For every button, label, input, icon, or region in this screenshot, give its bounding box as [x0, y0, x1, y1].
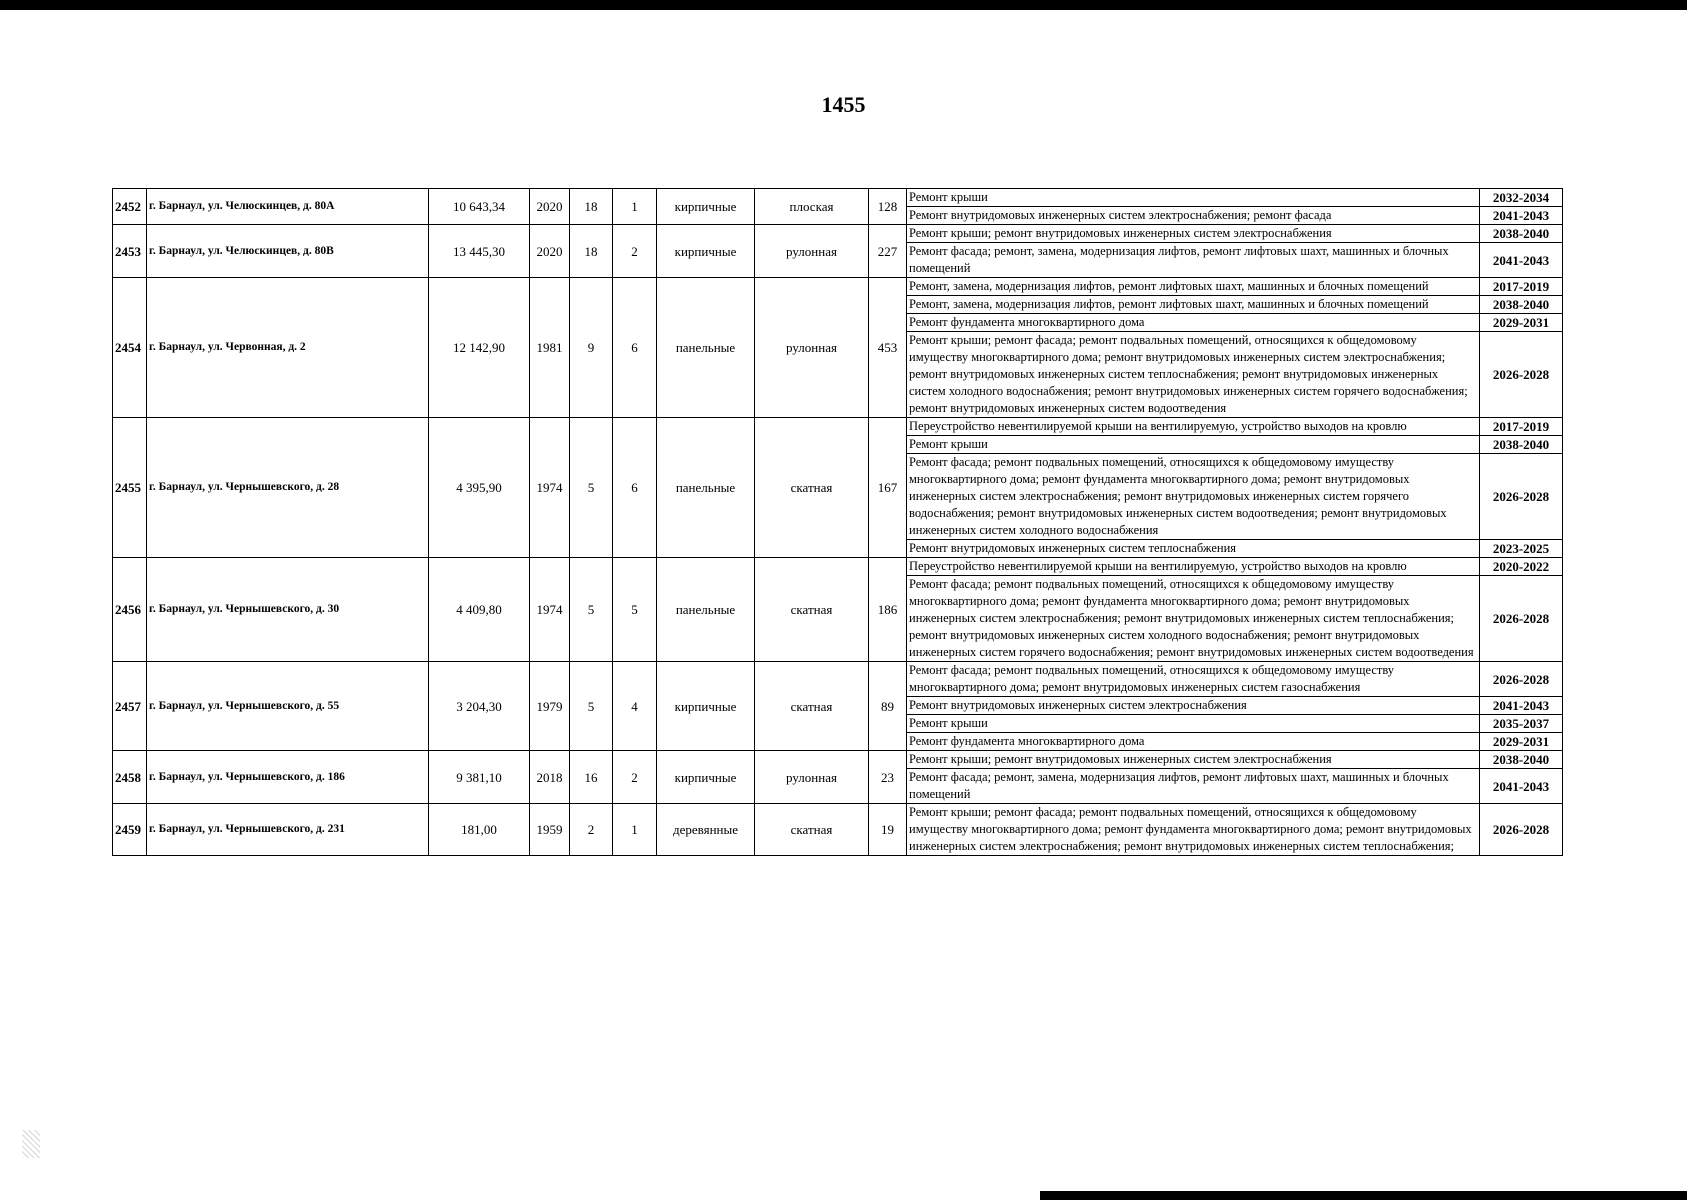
roof-type-cell: рулонная: [755, 225, 869, 278]
area-cell: 181,00: [429, 804, 530, 856]
roof-type-cell: скатная: [755, 662, 869, 751]
residents-cell: 227: [869, 225, 907, 278]
page-number: 1455: [821, 92, 866, 117]
housing-repair-table: [112, 188, 1563, 856]
entrances-cell: 1: [613, 804, 657, 856]
address-cell: г. Барнаул, ул. Чернышевского, д. 55: [147, 662, 429, 751]
work-period-cell: 2017-2019: [1480, 278, 1563, 296]
residents-cell: 23: [869, 751, 907, 804]
work-description-cell: Ремонт фасада; ремонт, замена, модернизация лифтов, ремонт лифтовых шахт, машинных и блочных помещений: [907, 243, 1480, 278]
work-description-cell: Ремонт фасада; ремонт подвальных помещений, относящихся к общедомовому имуществу многоквартирного дома; ремонт фундамента многоквартирного дома; ремонт внутридомовых инженерных систем электроснабжения; ремонт внутридомовых инженерных систем теплоснабжения; ремонт внутридомовых инженерных систем холодного водоснабжения; ремонт внутридомовых инженерных систем горячего водоснабжения; ремонт внутридомовых инженерных систем водоотведения: [907, 576, 1480, 662]
work-period-cell: 2026-2028: [1480, 454, 1563, 540]
year-cell: 1981: [530, 278, 570, 418]
work-description-cell: Ремонт крыши; ремонт фасада; ремонт подвальных помещений, относящихся к общедомовому имуществу многоквартирного дома; ремонт фундамента многоквартирного дома; ремонт внутридомовых инженерных систем электроснабжения; ремонт внутридомовых инженерных систем теплоснабжения;: [907, 804, 1480, 856]
work-period-cell: 2020-2022: [1480, 558, 1563, 576]
walls-material-cell: панельные: [657, 278, 755, 418]
row-number: 2459: [113, 804, 147, 856]
year-cell: 1974: [530, 558, 570, 662]
area-cell: 3 204,30: [429, 662, 530, 751]
entrances-cell: 2: [613, 751, 657, 804]
work-description-cell: Ремонт внутридомовых инженерных систем теплоснабжения: [907, 540, 1480, 558]
work-period-cell: 2041-2043: [1480, 769, 1563, 804]
work-description-cell: Переустройство невентилируемой крыши на вентилируемую, устройство выходов на кровлю: [907, 558, 1480, 576]
entrances-cell: 2: [613, 225, 657, 278]
entrances-cell: 5: [613, 558, 657, 662]
address-cell: г. Барнаул, ул. Челюскинцев, д. 80В: [147, 225, 429, 278]
entrances-cell: 6: [613, 278, 657, 418]
work-period-cell: 2029-2031: [1480, 733, 1563, 751]
floors-cell: 9: [570, 278, 613, 418]
roof-type-cell: скатная: [755, 558, 869, 662]
area-cell: 9 381,10: [429, 751, 530, 804]
year-cell: 1974: [530, 418, 570, 558]
row-number: 2453: [113, 225, 147, 278]
row-number: 2457: [113, 662, 147, 751]
row-number: 2452: [113, 189, 147, 225]
row-number: 2458: [113, 751, 147, 804]
address-cell: г. Барнаул, ул. Чернышевского, д. 30: [147, 558, 429, 662]
table-row: [113, 278, 1563, 296]
residents-cell: 128: [869, 189, 907, 225]
residents-cell: 453: [869, 278, 907, 418]
roof-type-cell: рулонная: [755, 751, 869, 804]
row-number: 2455: [113, 418, 147, 558]
address-cell: г. Барнаул, ул. Чернышевского, д. 28: [147, 418, 429, 558]
floors-cell: 5: [570, 558, 613, 662]
floors-cell: 5: [570, 418, 613, 558]
entrances-cell: 6: [613, 418, 657, 558]
work-period-cell: 2041-2043: [1480, 243, 1563, 278]
address-cell: г. Барнаул, ул. Чернышевского, д. 186: [147, 751, 429, 804]
work-description-cell: Ремонт крыши: [907, 715, 1480, 733]
walls-material-cell: кирпичные: [657, 662, 755, 751]
work-period-cell: 2038-2040: [1480, 296, 1563, 314]
work-period-cell: 2026-2028: [1480, 804, 1563, 856]
walls-material-cell: деревянные: [657, 804, 755, 856]
work-period-cell: 2038-2040: [1480, 225, 1563, 243]
year-cell: 2020: [530, 189, 570, 225]
scan-bottom-border: [1040, 1191, 1687, 1200]
work-description-cell: Ремонт внутридомовых инженерных систем электроснабжения; ремонт фасада: [907, 207, 1480, 225]
work-description-cell: Ремонт фасада; ремонт, замена, модернизация лифтов, ремонт лифтовых шахт, машинных и блочных помещений: [907, 769, 1480, 804]
residents-cell: 167: [869, 418, 907, 558]
work-period-cell: 2035-2037: [1480, 715, 1563, 733]
walls-material-cell: панельные: [657, 418, 755, 558]
work-description-cell: Ремонт, замена, модернизация лифтов, ремонт лифтовых шахт, машинных и блочных помещений: [907, 296, 1480, 314]
walls-material-cell: кирпичные: [657, 189, 755, 225]
work-description-cell: Переустройство невентилируемой крыши на вентилируемую, устройство выходов на кровлю: [907, 418, 1480, 436]
work-description-cell: Ремонт фундамента многоквартирного дома: [907, 733, 1480, 751]
row-number: 2454: [113, 278, 147, 418]
work-period-cell: 2038-2040: [1480, 751, 1563, 769]
work-period-cell: 2026-2028: [1480, 332, 1563, 418]
roof-type-cell: плоская: [755, 189, 869, 225]
work-period-cell: 2032-2034: [1480, 189, 1563, 207]
scan-artifact: [22, 1130, 40, 1158]
scan-top-border: [0, 0, 1687, 10]
work-description-cell: Ремонт крыши: [907, 189, 1480, 207]
address-cell: г. Барнаул, ул. Чернышевского, д. 231: [147, 804, 429, 856]
year-cell: 1979: [530, 662, 570, 751]
work-description-cell: Ремонт крыши; ремонт фасада; ремонт подвальных помещений, относящихся к общедомовому имуществу многоквартирного дома; ремонт внутридомовых инженерных систем электроснабжения; ремонт внутридомовых инженерных систем теплоснабжения; ремонт внутридомовых инженерных систем холодного водоснабжения; ремонт внутридомовых инженерных систем горячего водоснабжения; ремонт внутридомовых инженерных систем водоотведения: [907, 332, 1480, 418]
floors-cell: 2: [570, 804, 613, 856]
work-period-cell: 2038-2040: [1480, 436, 1563, 454]
work-description-cell: Ремонт крыши; ремонт внутридомовых инженерных систем электроснабжения: [907, 751, 1480, 769]
row-number: 2456: [113, 558, 147, 662]
table-row: [113, 751, 1563, 769]
work-description-cell: Ремонт, замена, модернизация лифтов, ремонт лифтовых шахт, машинных и блочных помещений: [907, 278, 1480, 296]
floors-cell: 18: [570, 225, 613, 278]
area-cell: 12 142,90: [429, 278, 530, 418]
year-cell: 2018: [530, 751, 570, 804]
table-row: [113, 662, 1563, 697]
work-period-cell: 2026-2028: [1480, 662, 1563, 697]
address-cell: г. Барнаул, ул. Червонная, д. 2: [147, 278, 429, 418]
walls-material-cell: панельные: [657, 558, 755, 662]
area-cell: 10 643,34: [429, 189, 530, 225]
entrances-cell: 4: [613, 662, 657, 751]
work-description-cell: Ремонт крыши: [907, 436, 1480, 454]
work-period-cell: 2029-2031: [1480, 314, 1563, 332]
table-row: [113, 558, 1563, 576]
work-description-cell: Ремонт крыши; ремонт внутридомовых инженерных систем электроснабжения: [907, 225, 1480, 243]
walls-material-cell: кирпичные: [657, 225, 755, 278]
roof-type-cell: рулонная: [755, 278, 869, 418]
work-description-cell: Ремонт внутридомовых инженерных систем электроснабжения: [907, 697, 1480, 715]
work-period-cell: 2017-2019: [1480, 418, 1563, 436]
work-period-cell: 2023-2025: [1480, 540, 1563, 558]
work-description-cell: Ремонт фасада; ремонт подвальных помещений, относящихся к общедомовому имуществу многоквартирного дома; ремонт фундамента многоквартирного дома; ремонт внутридомовых инженерных систем электроснабжения; ремонт внутридомовых инженерных систем горячего водоснабжения; ремонт внутридомовых инженерных систем водоотведения; ремонт внутридомовых инженерных систем холодного водоснабжения: [907, 454, 1480, 540]
work-description-cell: Ремонт фундамента многоквартирного дома: [907, 314, 1480, 332]
roof-type-cell: скатная: [755, 418, 869, 558]
work-period-cell: 2026-2028: [1480, 576, 1563, 662]
table-row: [113, 804, 1563, 856]
work-period-cell: 2041-2043: [1480, 207, 1563, 225]
area-cell: 4 409,80: [429, 558, 530, 662]
residents-cell: 19: [869, 804, 907, 856]
residents-cell: 89: [869, 662, 907, 751]
table-row: [113, 418, 1563, 436]
residents-cell: 186: [869, 558, 907, 662]
floors-cell: 5: [570, 662, 613, 751]
entrances-cell: 1: [613, 189, 657, 225]
work-description-cell: Ремонт фасада; ремонт подвальных помещений, относящихся к общедомовому имуществу многоквартирного дома; ремонт внутридомовых инженерных систем газоснабжения: [907, 662, 1480, 697]
roof-type-cell: скатная: [755, 804, 869, 856]
table-row: [113, 189, 1563, 207]
floors-cell: 16: [570, 751, 613, 804]
area-cell: 4 395,90: [429, 418, 530, 558]
year-cell: 1959: [530, 804, 570, 856]
area-cell: 13 445,30: [429, 225, 530, 278]
table-body: [113, 189, 1563, 856]
table-row: [113, 225, 1563, 243]
floors-cell: 18: [570, 189, 613, 225]
work-period-cell: 2041-2043: [1480, 697, 1563, 715]
year-cell: 2020: [530, 225, 570, 278]
address-cell: г. Барнаул, ул. Челюскинцев, д. 80А: [147, 189, 429, 225]
walls-material-cell: кирпичные: [657, 751, 755, 804]
